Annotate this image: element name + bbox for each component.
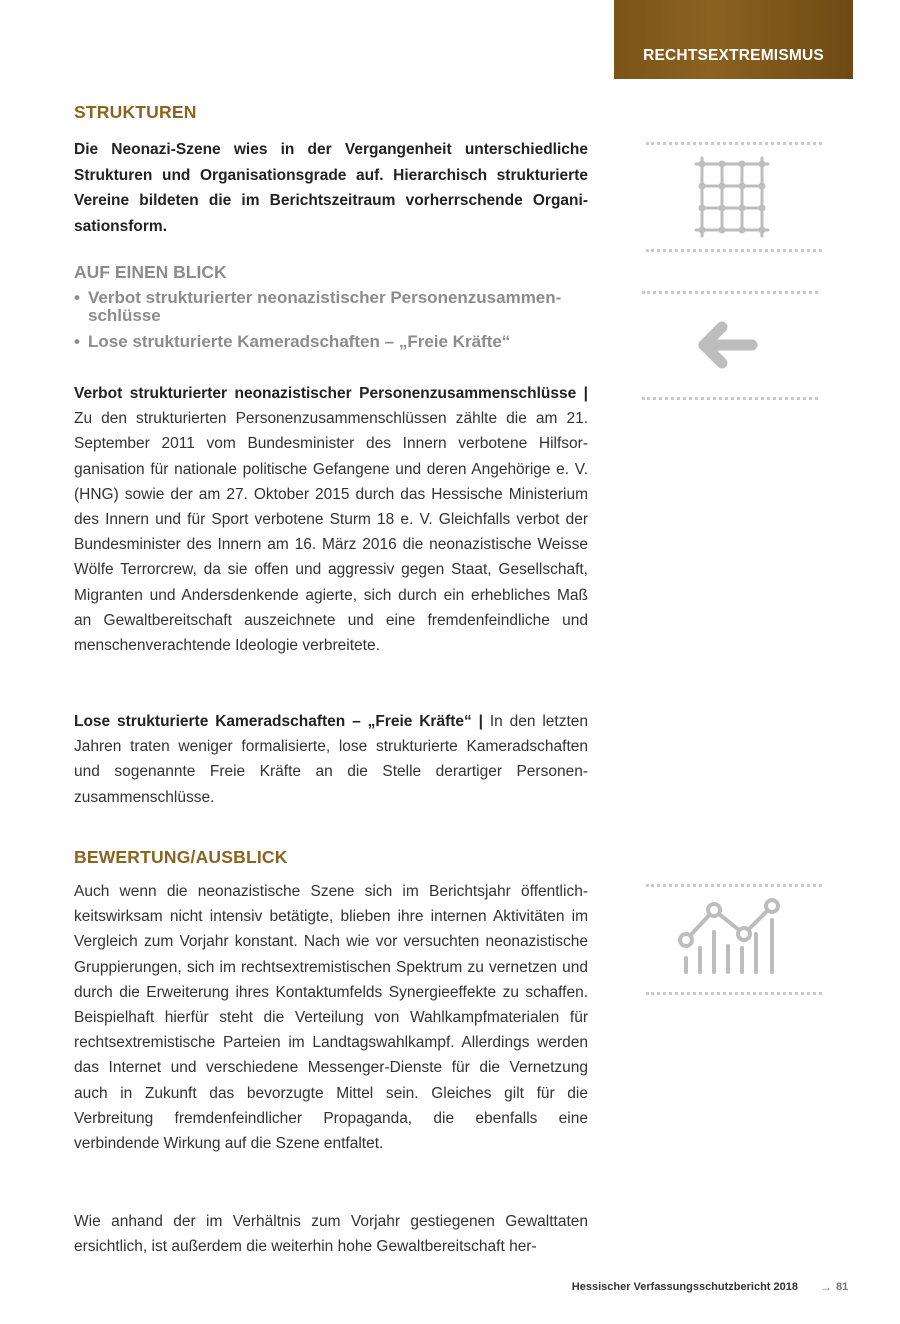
footer-report-title: Hessischer Verfassungsschutzbericht 2018 — [571, 1281, 798, 1293]
dotted-divider — [646, 992, 822, 995]
arrow-left-icon — [694, 320, 760, 370]
dotted-divider — [646, 142, 822, 145]
dotted-divider — [646, 249, 822, 252]
glance-list — [74, 289, 588, 359]
paragraph-verbot: Verbot strukturierter neonazistischer Personenzusammenschlüsse | Zu den strukturierten Personenzusammenschlüssen zählte die am 21. September 2011 vom Bundesminister des Innern verbotene Hilfsorganisation für nationale politische Gefangene und deren Angehörige e. V. (HNG) sowie der am 27. Oktober 2015 durch das Hessische Ministerium des Innern und für Sport verbotene Sturm 18 e. V. Gleichfalls verbot der Bundesminister des Innern am 16. März 2016 die neonazistische Weisse Wölfe Terrorcrew, da sie offen und aggressiv gegen Staat, Gesellschaft, Migranten und Andersdenkende agierte, sich durch ein erhebliches Maß an Gewaltbereitschaft auszeichnete und eine fremdenfeindliche und menschenverachtende Ideologie verbreitete. — [74, 385, 588, 655]
dotted-divider — [642, 397, 818, 400]
bewertung-heading: BEWERTUNG/AUSBLICK — [74, 847, 288, 867]
glance-heading: AUF EINEN BLICK — [74, 262, 227, 282]
strukturen-heading: STRUKTUREN — [74, 102, 197, 122]
section-tab — [614, 0, 853, 79]
page-number: 81 — [836, 1281, 849, 1293]
bewertung-paragraph-2: Wie anhand der im Verhältnis zum Vorjahr gestiegenen Gewalttaten ersichtlich, ist außerdem die weiterhin hohe Gewaltbereitschaft her- — [74, 1213, 588, 1256]
strukturen-lead: Die Neonazi-Szene wies in der Vergangenheit unterschiedliche Strukturen und Organisationsgrade auf. Hierarchisch strukturierte Vereine bildeten die im Berichtszeitraum vorherrschende Organisationsform. — [74, 141, 588, 235]
network-grid-icon — [692, 156, 772, 240]
paragraph-freie-kraefte: Lose strukturierte Kameradschaften – „Freie Kräfte“ | In den letzten Jahren traten weniger formalisierte, lose strukturierte Kameradschaften und sogenannte Freie Kräfte an die Stelle derartiger Personenzusammenschlüsse. — [74, 713, 588, 806]
bewertung-paragraph-1: Auch wenn die neonazistische Szene sich im Berichtsjahr öffentlichkeitswirksam nicht intensiv betätigte, blieben ihre internen Aktivitäten im Vergleich zum Vorjahr konstant. Nach wie vor versuchten neonazistische Gruppierungen, sich im rechtsextremistischen Spektrum zu vernetzen und durch die Erweiterung ihres Kontaktumfelds Synergieeffekte zu schaffen. Beispielhaft hierfür steht die Verteilung von Wahlkampfmaterialen für rechtsextremistische Parteien im Landtagswahlkampf. Allerdings werden das Internet und verschiedene Messenger-Dienste für die Vernetzung auch in Zukunft das bevorzugte Mittel sein. Gleiches gilt für die Verbreitung fremdenfeindlicher Propaganda, die ebenfalls eine verbindende Wirkung auf die Szene entfaltet. — [74, 883, 588, 1153]
runin-heading: Verbot strukturierter neonazistischer Personenzusammenschlüsse | — [74, 385, 588, 402]
glance-item: • Lose strukturierte Kameradschaften – „Freie Kräfte“ — [74, 333, 588, 351]
dotted-divider — [646, 884, 822, 887]
footer-arrow-icon: → — [820, 1280, 832, 1294]
dotted-divider — [642, 291, 818, 294]
section-tab-label: RECHTSEXTREMISMUS — [643, 47, 824, 64]
glance-item: • Verbot strukturierter neonazistischer Personenzusammenschlüsse — [74, 289, 588, 325]
runin-heading: Lose strukturierte Kameradschaften – „Freie Kräfte“ | — [74, 713, 483, 730]
trend-chart-icon — [676, 896, 782, 978]
